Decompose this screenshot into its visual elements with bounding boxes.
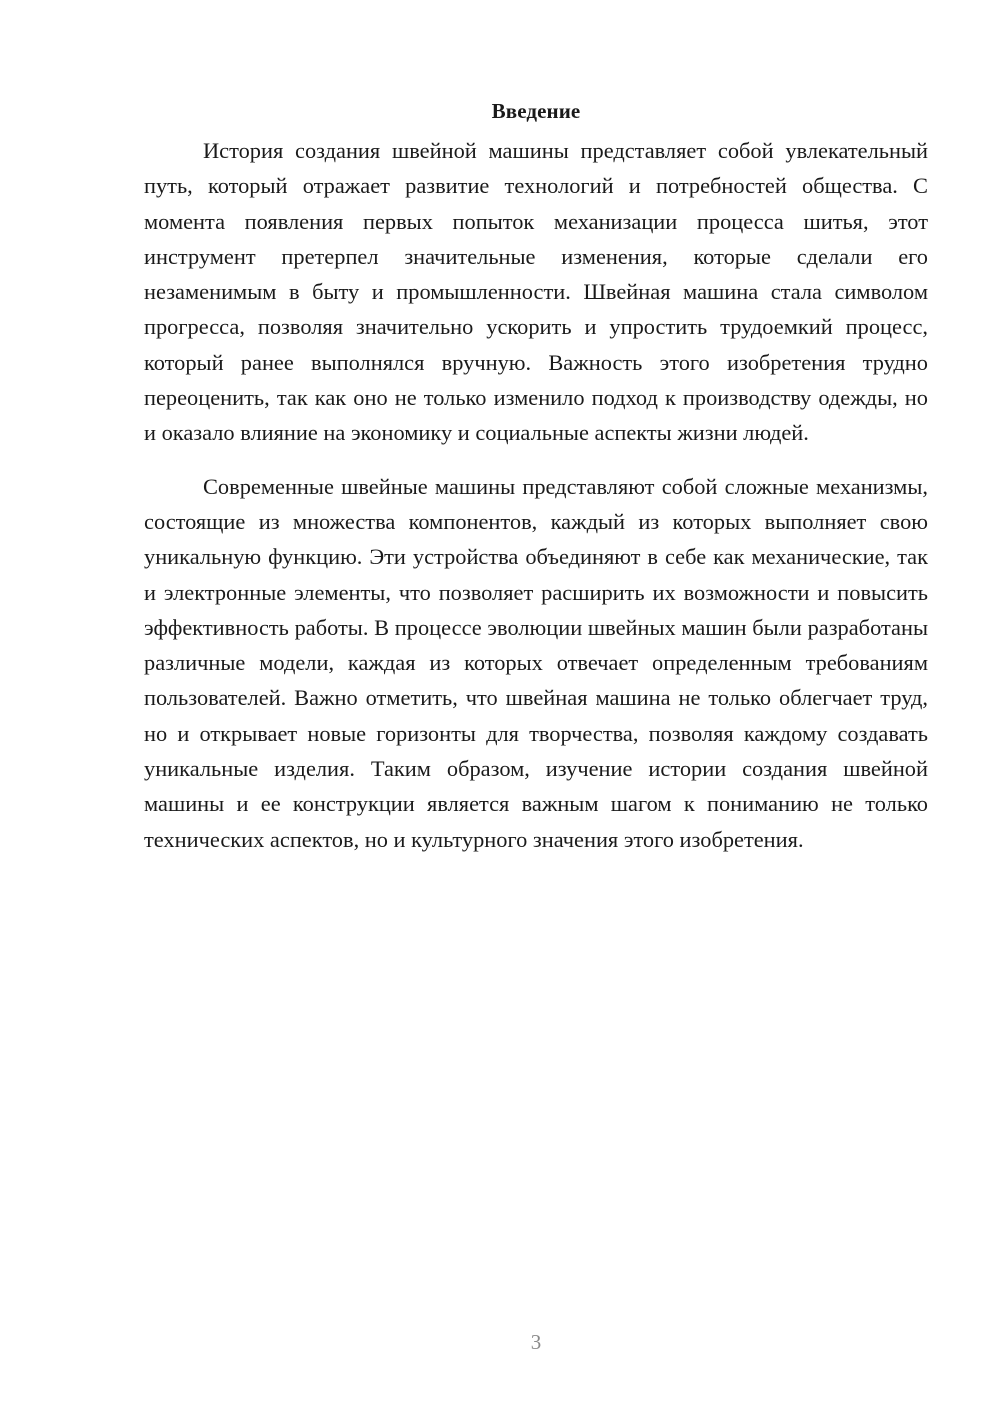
paragraph-2: Современные швейные машины представляют собой сложные механизмы, состоящие из множества компонентов, каждый из которых выполняет свою уникальную функцию. Эти устройства объединяют в себе как механические, так и электронные элементы, что позволяет расширить их возможности и повысить эффективность работы. В процессе эволюции швейных машин были разработаны различные модели, каждая из которых отвечает определенным требованиям пользователей. Важно отметить, что швейная машина не только облегчает труд, но и открывает новые горизонты для творчества, позволяя каждому создавать уникальные изделия. Таким образом, изучение истории создания швейной машины и ее конструкции является важным шагом к пониманию не только технических аспектов, но и культурного значения этого изобретения.: [144, 473, 928, 852]
page-number: 3: [530, 1330, 542, 1354]
section-title: Введение: [491, 99, 581, 123]
paragraph-1: История создания швейной машины представляет собой увлекательный путь, который отражает развитие технологий и потребностей общества. С момента появления первых попыток механизации процесса шитья, этот инструмент претерпел значительные изменения, которые сделали его незаменимым в быту и промышленности. Швейная машина стала символом прогресса, позволяя значительно ускорить и упростить трудоемкий процесс, который ранее выполнялся вручную. Важность этого изобретения трудно переоценить, так как оно не только изменило подход к производству одежды, но и оказало влияние на экономику и социальные аспекты жизни людей.: [144, 138, 928, 446]
page-content: [144, 93, 928, 857]
